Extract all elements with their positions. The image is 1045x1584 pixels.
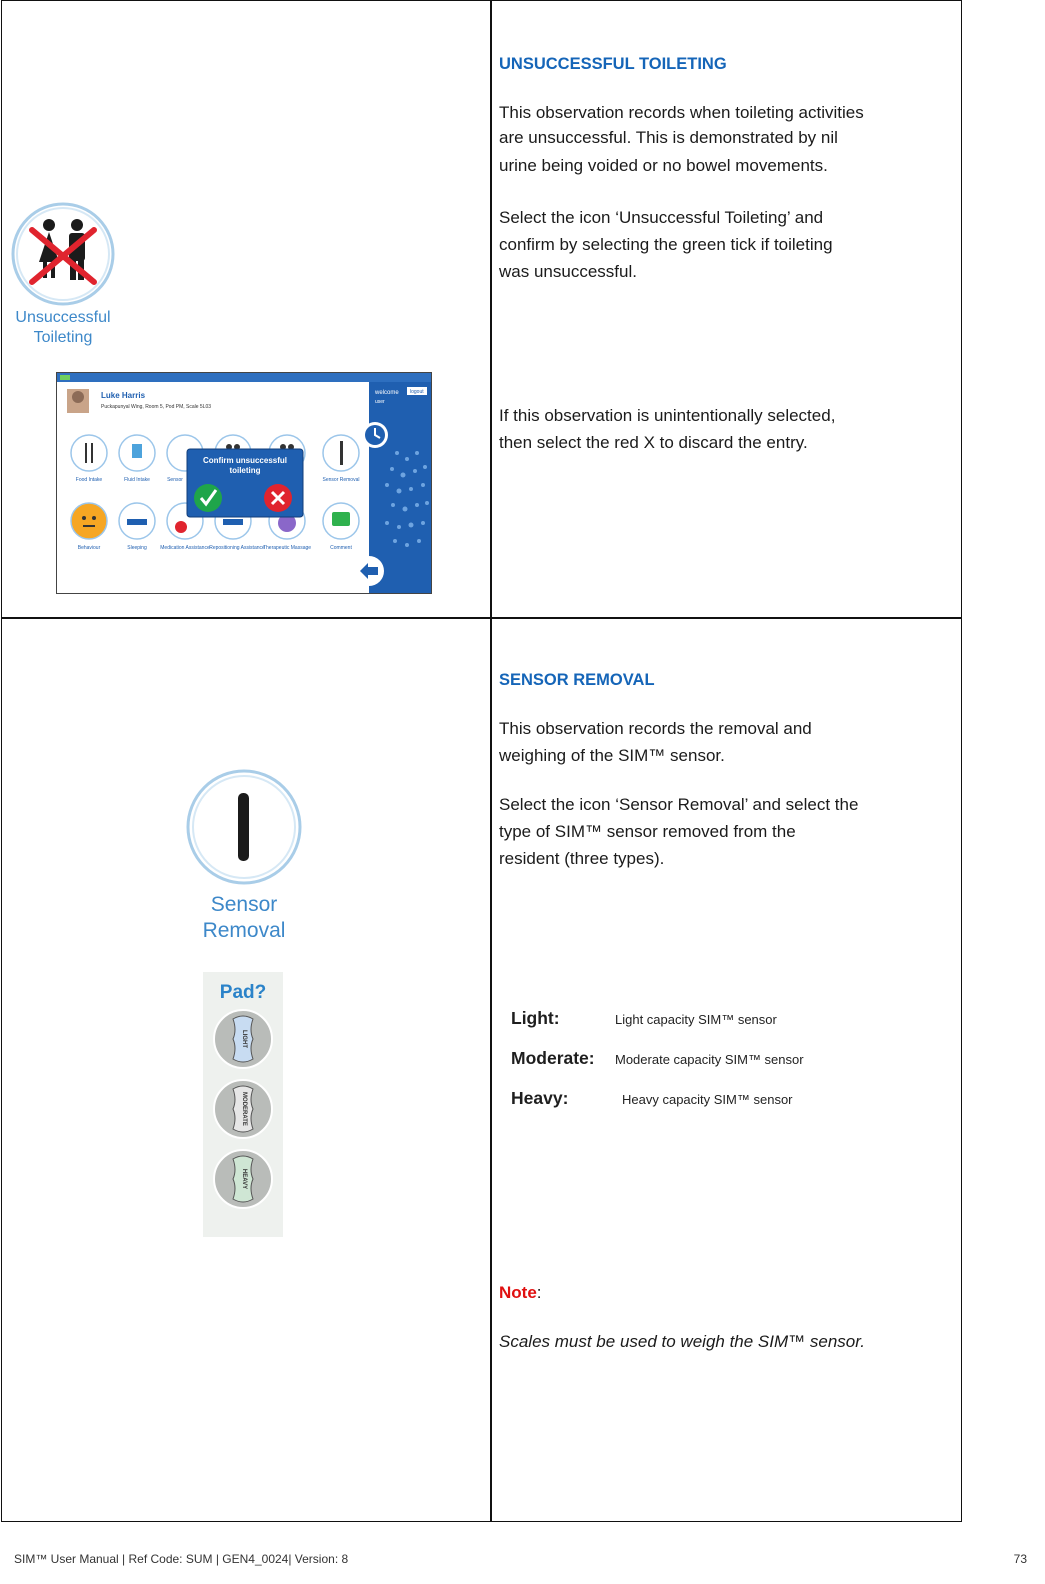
- dialog-title-line2: toileting: [229, 466, 261, 475]
- sensor-removal-icon: [183, 765, 305, 945]
- section1-para3-line2: then select the red X to discard the entry.: [499, 433, 808, 452]
- section1-para2-line1: Select the icon ‘Unsuccessful Toileting’ and: [499, 208, 824, 227]
- tile-therapeutic-massage[interactable]: Therapeutic Massage: [262, 545, 312, 551]
- section1-para3-line1: If this observation is unintentionally selected,: [499, 406, 836, 425]
- sensor-desc-moderate: Moderate capacity SIM™ sensor: [615, 1052, 804, 1067]
- section2-para2-line1: Select the icon ‘Sensor Removal’ and select the: [499, 795, 859, 814]
- note-colon: :: [536, 1283, 542, 1302]
- tile-food-intake[interactable]: Food Intake: [75, 477, 103, 483]
- sensor-icon-label-line2: Removal: [202, 919, 286, 942]
- tile-medication-assistance[interactable]: Medication Assistance: [160, 545, 210, 551]
- sensor-name-moderate: Moderate:: [511, 1048, 595, 1068]
- tile-sensor[interactable]: Sensor: [167, 477, 183, 483]
- sensor-name-heavy: Heavy:: [511, 1088, 569, 1108]
- section2-heading: SENSOR REMOVAL: [499, 671, 655, 689]
- row-divider: [2, 617, 961, 619]
- user-text: user: [375, 399, 385, 405]
- app-screenshot: [56, 372, 432, 594]
- sensor-desc-light: Light capacity SIM™ sensor: [615, 1012, 777, 1027]
- welcome-text: welcome: [375, 390, 399, 396]
- section1-para2-line3: was unsuccessful.: [499, 262, 637, 281]
- pad-selector-image: [203, 972, 283, 1237]
- section1-heading: UNSUCCESSFUL TOILETING: [499, 55, 727, 73]
- section1-para1-line2: are unsuccessful. This is demonstrated by nil: [499, 128, 838, 147]
- note-line: [499, 1280, 954, 1305]
- light-pad-label: LIGHT: [241, 1030, 247, 1048]
- note-label: Note: [499, 1283, 537, 1302]
- sensor-desc-heavy: Heavy capacity SIM™ sensor: [622, 1092, 793, 1107]
- tile-fluid-intake[interactable]: Fluid Intake: [124, 477, 150, 483]
- section1-para1-line1: This observation records when toileting activities: [499, 103, 864, 122]
- sensor-row-moderate: [511, 1048, 804, 1072]
- icon-label-line1: Unsuccessful: [15, 309, 111, 326]
- sensor-row-light: [511, 1008, 777, 1032]
- confirm-tick-icon[interactable]: [194, 484, 222, 512]
- section2-para1-line1: This observation records the removal and: [499, 719, 812, 738]
- column-divider: [490, 1, 492, 1521]
- section2-para2-line2: type of SIM™ sensor removed from the: [499, 822, 796, 841]
- sensor-name-light: Light:: [511, 1008, 560, 1028]
- moderate-pad-label: MODERATE: [241, 1092, 247, 1126]
- dialog-title-line1: Confirm unsuccessful: [202, 456, 288, 465]
- logout-button[interactable]: logout: [410, 389, 424, 395]
- tile-comment[interactable]: Comment: [330, 545, 352, 551]
- sensor-row-heavy: [511, 1088, 793, 1112]
- light-pad-option[interactable]: [214, 1010, 272, 1068]
- unsuccessful-toileting-icon: [8, 200, 118, 350]
- moderate-pad-option[interactable]: [214, 1080, 272, 1138]
- tile-behaviour[interactable]: Behaviour: [77, 545, 101, 551]
- tile-repositioning-assistance[interactable]: Repositioning Assistance: [209, 545, 265, 551]
- pad-selector: [203, 972, 283, 1237]
- note-text: Scales must be used to weigh the SIM™ sensor.: [499, 1332, 865, 1351]
- section2-para2-line3: resident (three types).: [499, 849, 665, 868]
- icon-label-line2: Toileting: [33, 329, 93, 346]
- patient-name: Luke Harris: [101, 391, 146, 400]
- section2-para1-line2: weighing of the SIM™ sensor.: [499, 746, 725, 765]
- page-number: 73: [1013, 1552, 1027, 1566]
- section1-para1-line3: urine being voided or no bowel movements.: [499, 156, 828, 175]
- page-footer: SIM™ User Manual | Ref Code: SUM | GEN4_0024| Version: 8: [14, 1552, 349, 1566]
- app-screenshot-image: [57, 373, 432, 594]
- section1-para2-line2: confirm by selecting the green tick if toileting: [499, 235, 833, 254]
- sensor-icon-label-line1: Sensor: [210, 893, 278, 916]
- heavy-pad-label: HEAVY: [241, 1168, 247, 1190]
- patient-location: Puckapunyal Wing, Room 5, Pod PM, Scale 5L03: [101, 404, 212, 410]
- heavy-pad-option[interactable]: [214, 1150, 272, 1208]
- pad-title: Pad?: [219, 982, 267, 1003]
- tile-sleeping[interactable]: Sleeping: [127, 545, 147, 551]
- tile-sensor-removal[interactable]: Sensor Removal: [322, 477, 360, 483]
